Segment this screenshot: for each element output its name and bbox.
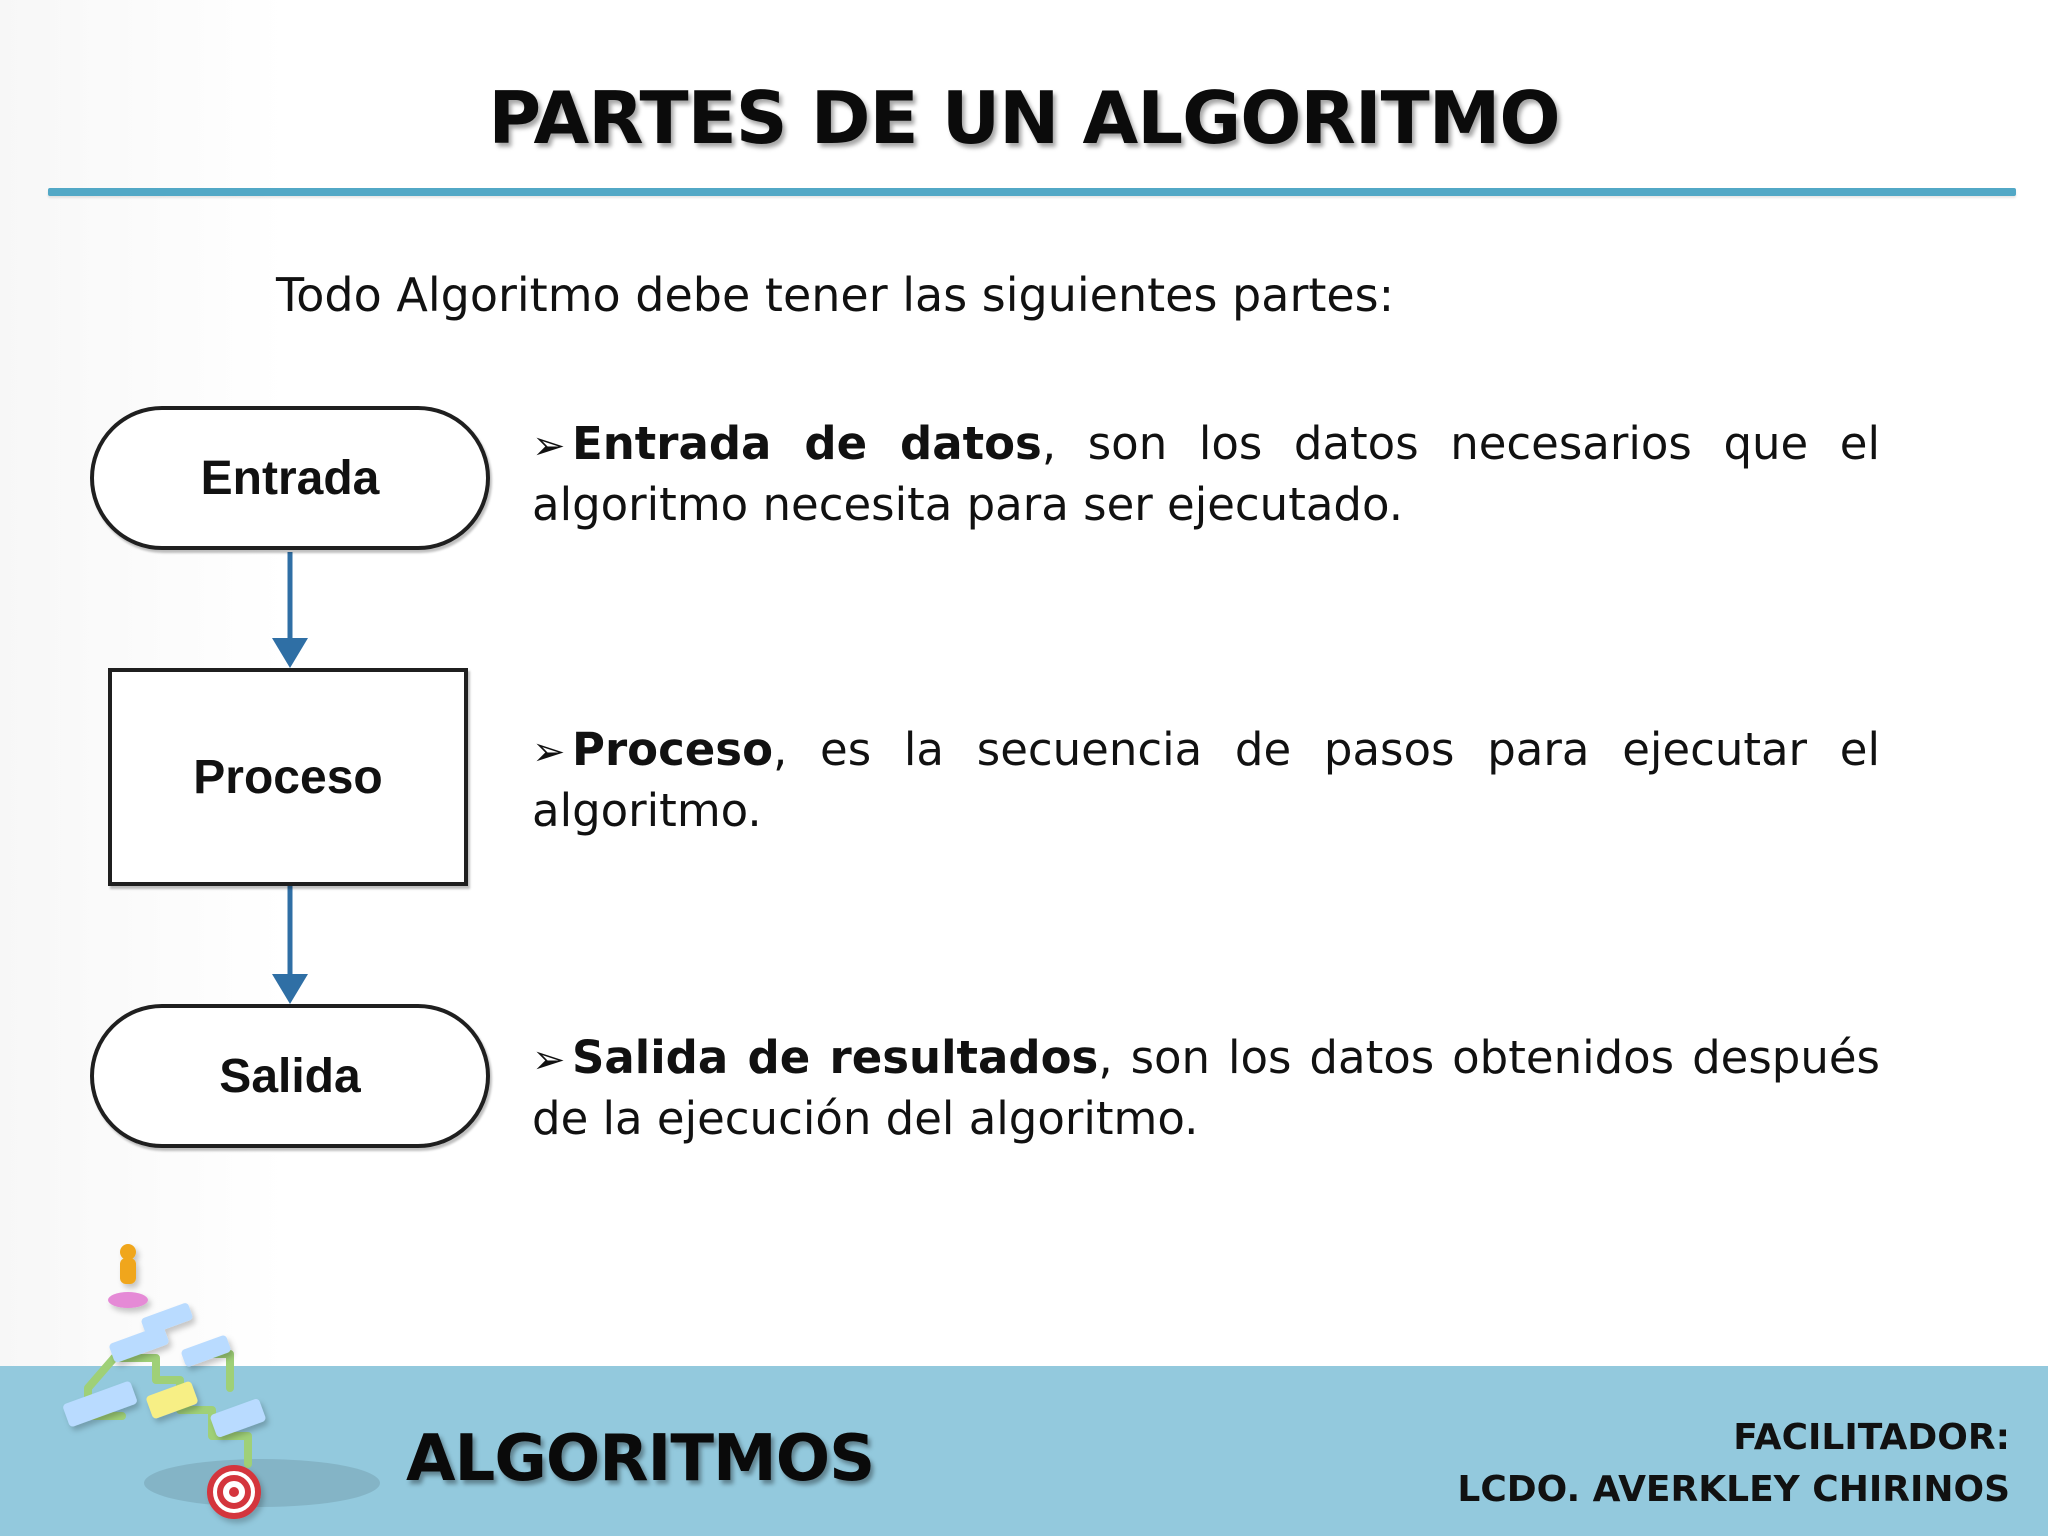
footer-facilitator: [1310, 1412, 2010, 1516]
flow-salida-label: Salida: [219, 1049, 361, 1103]
bullet-proceso: [532, 720, 1880, 842]
bullet-label-salida: Salida de resultados: [572, 1031, 1099, 1084]
bullet-salida: [532, 1028, 1880, 1150]
algorithm-path-icon: [52, 1238, 382, 1520]
bullet-label-proceso: Proceso: [572, 723, 773, 776]
intro-text: Todo Algoritmo debe tener las siguientes partes:: [276, 268, 1395, 322]
flow-salida: [90, 1004, 490, 1148]
bullet-text-salida: , son los datos obtenidos después de la ejecución del algoritmo.: [532, 1031, 1880, 1145]
bullet-label-entrada: Entrada de datos: [572, 417, 1042, 470]
flow-proceso: [108, 668, 468, 886]
bullet-entrada: [532, 414, 1880, 536]
footer-title: ALGORITMOS: [406, 1422, 875, 1496]
flow-entrada-label: Entrada: [200, 451, 380, 505]
bullet-text-proceso: , es la secuencia de pasos para ejecutar el algoritmo.: [532, 723, 1880, 837]
flow-entrada: [90, 406, 490, 550]
flowchart: [82, 392, 504, 1172]
arrow-entrada-proceso-head: [272, 638, 308, 668]
arrowhead-bullet-icon: ➢: [532, 1037, 566, 1083]
arrow-proceso-salida-head: [272, 974, 308, 1004]
bullet-text-entrada: , son los datos necesarios que el algoritmo necesita para ser ejecutado.: [532, 417, 1880, 531]
arrowhead-bullet-icon: ➢: [532, 729, 566, 775]
facilitator-label: FACILITADOR:: [1733, 1417, 2010, 1458]
flow-proceso-label: Proceso: [193, 750, 383, 804]
arrowhead-bullet-icon: ➢: [532, 423, 566, 469]
title-divider: [48, 188, 2016, 196]
facilitator-name: LCDO. AVERKLEY CHIRINOS: [1457, 1469, 2010, 1511]
slide-title: PARTES DE UN ALGORITMO: [488, 76, 1560, 160]
